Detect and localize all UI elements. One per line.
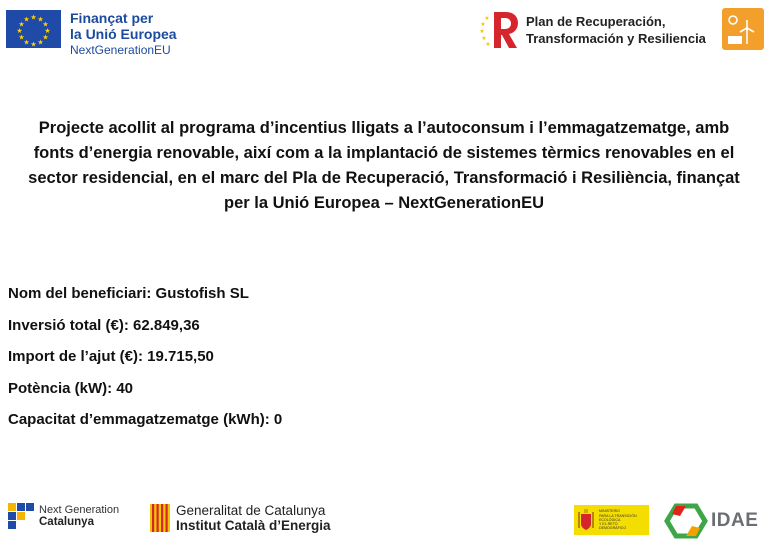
- eu-funding-logo: [6, 10, 177, 58]
- eu-logo-text: [70, 10, 177, 58]
- svg-text:★: ★: [484, 15, 490, 22]
- ministry-line2: PARA LA TRANSICIÓN ECOLÓGICA: [599, 513, 637, 522]
- svg-text:★: ★: [18, 33, 25, 42]
- ministry-logo: [574, 505, 649, 535]
- svg-text:★: ★: [480, 21, 486, 28]
- ministry-line1: MINISTERIO: [599, 509, 620, 514]
- generalitat-text: [176, 503, 331, 533]
- project-description-line4: per la Unió Europea – NextGenerationEU: [224, 194, 544, 212]
- svg-text:★: ★: [37, 38, 44, 47]
- svg-text:★: ★: [479, 28, 485, 35]
- clean-energy-icon: [722, 8, 764, 50]
- next-generation-catalunya-logo: [8, 503, 119, 529]
- eu-logo-line2: la Unió Europea: [70, 26, 177, 42]
- ngc-line1: Next Generation: [39, 504, 120, 516]
- svg-text:★: ★: [485, 41, 491, 48]
- recovery-plan-r-icon: [480, 8, 520, 52]
- svg-text:★: ★: [23, 15, 30, 24]
- power-capacity: Potència (kW): 40: [8, 379, 134, 397]
- storage-capacity: Capacitat d’emmagatzematge (kWh): 0: [8, 411, 283, 429]
- grant-amount: Import de l’ajut (€): 19.715,50: [8, 348, 214, 366]
- idae-hexagon-icon: [666, 504, 706, 538]
- svg-text:★: ★: [42, 20, 49, 29]
- svg-text:★: ★: [23, 38, 30, 47]
- recovery-plan-line1: Plan de Recuperación,: [526, 14, 666, 29]
- ministry-line3: Y EL RETO DEMOGRÁFICO: [599, 522, 627, 531]
- eu-flag-icon: [6, 10, 61, 48]
- recovery-plan-line2: Transformación y Resiliencia: [526, 31, 706, 46]
- senyera-icon: [150, 504, 170, 532]
- generalitat-logo: [150, 503, 331, 533]
- total-investment: Inversió total (€): 62.849,36: [8, 316, 200, 334]
- recovery-plan-text: [526, 13, 706, 47]
- beneficiary-name: Nom del beneficiari: Gustofish SL: [8, 285, 249, 302]
- idae-logo: [666, 504, 758, 538]
- next-generation-catalunya-icon: [8, 503, 34, 529]
- svg-text:★: ★: [44, 27, 51, 35]
- ministry-text: [599, 509, 645, 530]
- svg-text:★: ★: [37, 15, 44, 24]
- svg-text:★: ★: [481, 35, 487, 42]
- svg-text:★: ★: [30, 40, 37, 49]
- svg-text:★: ★: [18, 20, 25, 29]
- generalitat-line2: Institut Català d’Energia: [176, 518, 331, 533]
- next-generation-catalunya-text: [39, 504, 119, 528]
- project-details: [8, 284, 282, 442]
- svg-text:★: ★: [16, 27, 23, 35]
- project-description-line1: Projecte acollit al programa d’incentius lligats a l’autoconsum i l’emmagatzematge, amb: [38, 119, 730, 137]
- spain-coat-of-arms-icon: [577, 508, 595, 532]
- svg-text:★: ★: [42, 33, 49, 42]
- ngc-line2: Catalunya: [39, 516, 94, 528]
- eu-logo-line3: NextGenerationEU: [70, 43, 171, 57]
- generalitat-line1: Generalitat de Catalunya: [176, 503, 326, 518]
- project-description: [12, 116, 756, 216]
- svg-text:★: ★: [30, 13, 37, 22]
- eu-logo-line1: Finançat per: [70, 10, 154, 26]
- idae-label: IDAE: [711, 510, 759, 531]
- project-description-line2: fonts d’energia renovable, així com a la implantació de sistemes tèrmics renovables en el: [33, 144, 735, 162]
- project-description-line3: sector residencial, en el marc del Pla de Recuperació, Transformació i Resiliència, finançat: [28, 169, 740, 187]
- recovery-plan-logo: [480, 8, 706, 52]
